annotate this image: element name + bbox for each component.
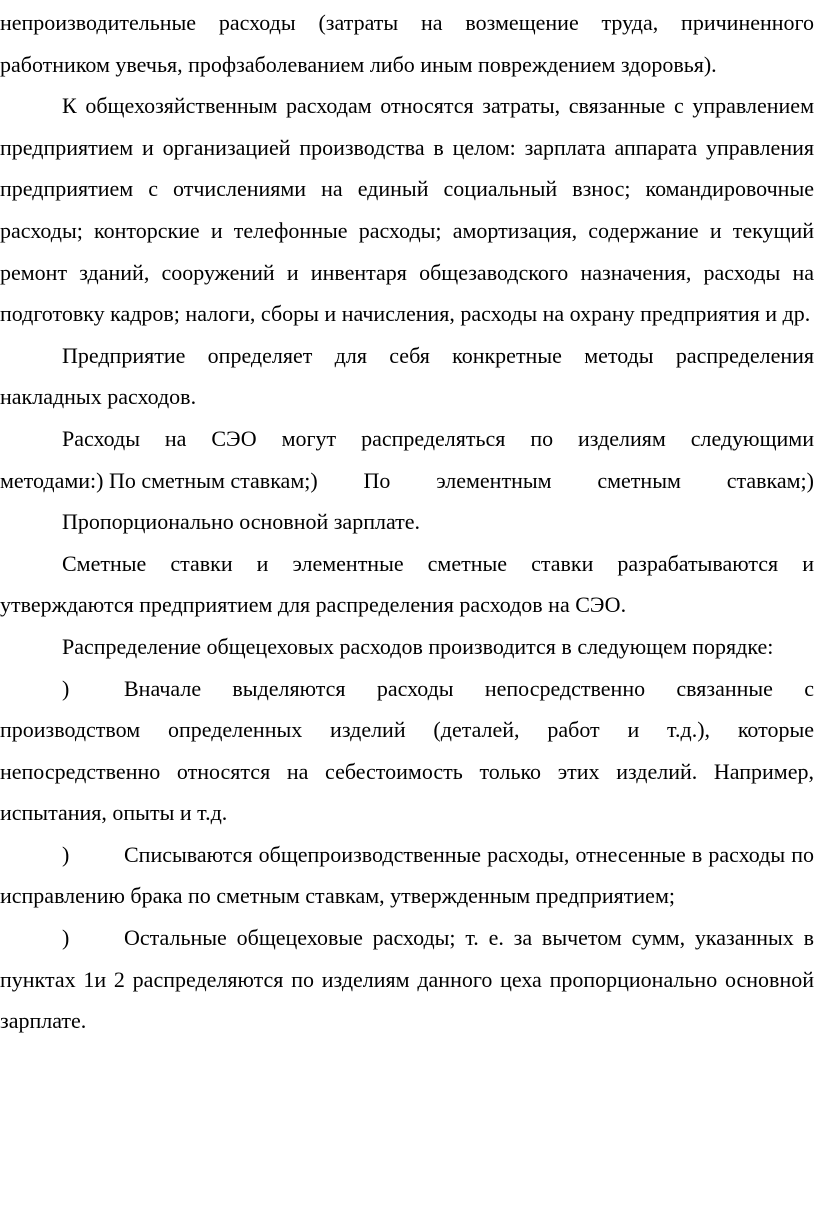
- document-page: [0, 2, 816, 1042]
- methods-line-2-part-c: элементным: [436, 467, 552, 493]
- list-marker-2: ): [62, 841, 70, 867]
- list-item-1-text: Вначале выделяются расходы непосредственно связанные с производством определенных изделий (деталей, работ и т.д.), которые непосредственно относятся на себестоимость только этих изделий. Например, испытания, опыты и т.д.: [0, 675, 814, 826]
- methods-line-2-part-e: ставкам;): [726, 467, 814, 493]
- list-item-2-text: Списываются общепроизводственные расходы, отнесенные в расходы по исправлению брака по сметным ставкам, утвержденным предприятием;: [0, 841, 814, 909]
- paragraph-distribution-order: Распределение общецеховых расходов производится в следующем порядке:: [62, 633, 774, 659]
- methods-line-3: Пропорционально основной зарплате.: [62, 509, 421, 535]
- paragraph-estimate-rates: Сметные ставки и элементные сметные ставки разрабатываются и утверждаются предприятием для распределения расходов на СЭО.: [0, 550, 814, 618]
- list-marker-3: ): [62, 925, 70, 951]
- list-item-3-text: Остальные общецеховые расходы; т. е. за вычетом сумм, указанных в пунктах 1и 2 распределяются по изделиям данного цеха пропорционально основной зарплате.: [0, 925, 814, 1034]
- methods-line-2: [0, 460, 814, 502]
- paragraph-continuation: непроизводительные расходы (затраты на возмещение труда, причиненного работником увечья, профзаболеванием либо иным повреждением здоровья).: [0, 10, 814, 77]
- list-item-2: [0, 834, 814, 917]
- paragraph-methods-intro: Предприятие определяет для себя конкретные методы распределения накладных расходов.: [0, 342, 814, 410]
- methods-line-1: Расходы на СЭО могут распределяться по изделиям следующими: [62, 425, 814, 451]
- paragraph-distribution-methods: [0, 418, 814, 543]
- list-marker-1: ): [62, 675, 70, 701]
- list-item-1: [0, 668, 814, 834]
- list-item-3: [0, 917, 814, 1042]
- methods-line-2-part-b: По: [363, 467, 391, 493]
- methods-line-2-part-d: сметным: [597, 467, 681, 493]
- paragraph-overhead-costs: К общехозяйственным расходам относятся затраты, связанные с управлением предприятием и организацией производства в целом: зарплата аппарата управления предприятием с отчислениями на единый социальный взнос; командировочные расходы; конторские и телефонные расходы; амортизация, содержание и текущий ремонт зданий, сооружений и инвентаря общезаводского назначения, расходы на подготовку кадров; налоги, сборы и начисления, расходы на охрану предприятия и др.: [0, 93, 814, 327]
- methods-line-2-part-a: методами:) По сметным ставкам;): [0, 467, 318, 493]
